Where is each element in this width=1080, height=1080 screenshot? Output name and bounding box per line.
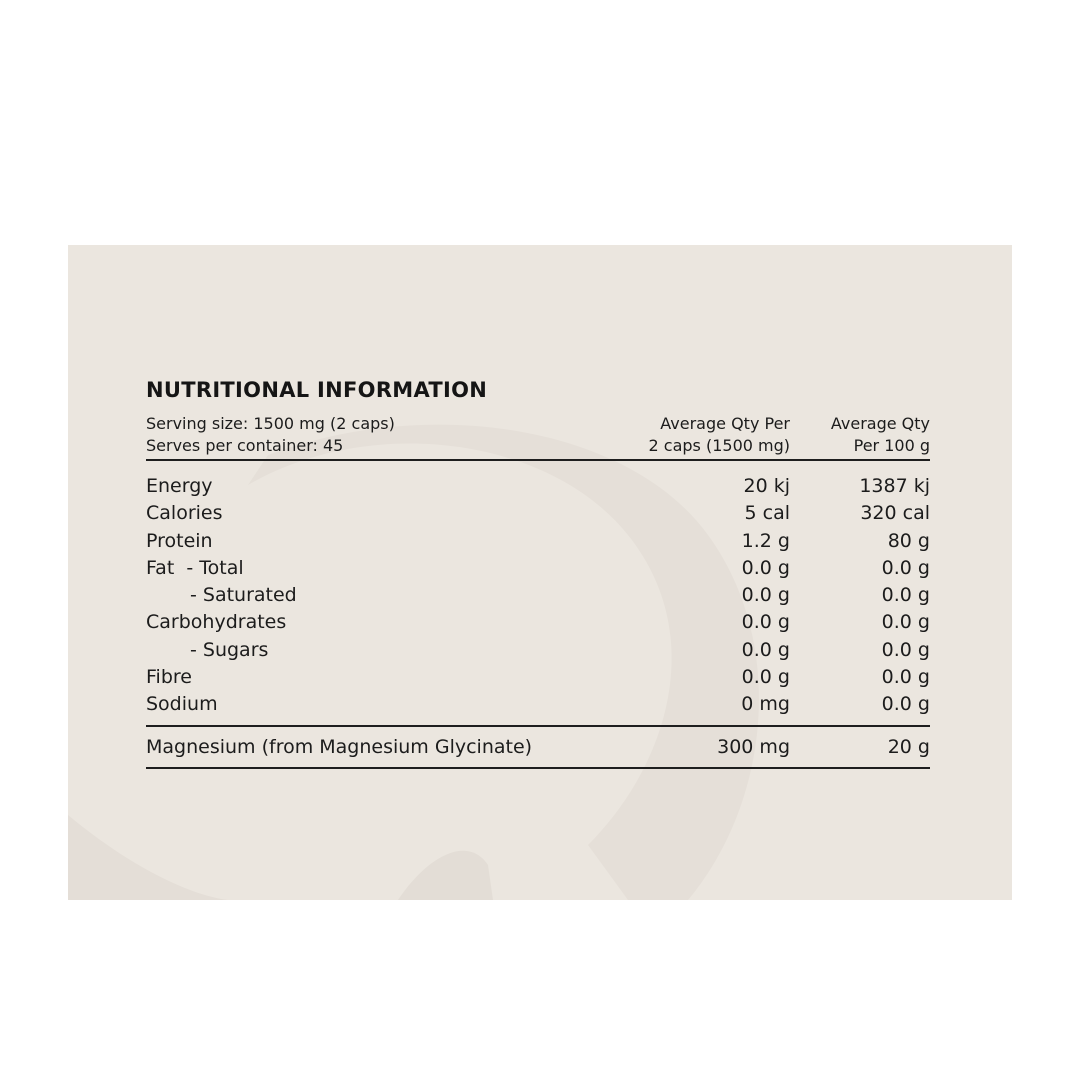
nutrient-name: Fibre [146, 666, 192, 689]
nutrient-name: Sodium [146, 693, 218, 716]
nutrition-panel [68, 245, 1012, 900]
nutrient-name: Carbohydrates [146, 611, 287, 634]
nutrient-per-serve: 0.0 g [741, 556, 790, 579]
nutrient-per-100g: 320 cal [860, 502, 930, 525]
nutrient-per-serve: 0.0 g [741, 611, 790, 634]
nutrient-row [146, 528, 930, 555]
nutrient-per-serve: 20 kj [743, 475, 790, 497]
nutrient-per-100g: 1387 kj [859, 475, 930, 497]
nutrient-name: Calories [146, 502, 223, 525]
nutrient-per-100g: 0.0 g [881, 611, 930, 634]
nutrient-rows [146, 461, 930, 725]
nutrient-row [146, 609, 930, 636]
mineral-name: Magnesium (from Magnesium Glycinate) [146, 735, 533, 758]
nutrient-row [146, 555, 930, 582]
nutrient-row [146, 582, 930, 609]
mineral-divider-bottom [146, 767, 930, 769]
nutrition-label [146, 375, 930, 769]
nutrient-per-serve: 0.0 g [741, 638, 790, 661]
nutrient-row [146, 691, 930, 718]
serving-size: Serving size: 1500 mg (2 caps) [146, 414, 395, 433]
nutrient-name: - Saturated [190, 584, 297, 607]
serves-per-container: Serves per container: 45 [146, 436, 344, 455]
nutrient-per-100g: 0.0 g [881, 584, 930, 607]
nutrient-per-100g: 0.0 g [881, 693, 930, 716]
nutrient-per-serve: 0.0 g [741, 584, 790, 607]
nutrient-per-serve: 1.2 g [741, 529, 790, 552]
nutrient-per-serve: 0 mg [741, 693, 790, 716]
nutrient-name: - Sugars [190, 638, 269, 661]
nutrient-per-100g: 80 g [887, 529, 930, 552]
nutrition-title: NUTRITIONAL INFORMATION [146, 378, 488, 402]
nutrient-per-serve: 0.0 g [741, 666, 790, 689]
nutrient-per-serve: 5 cal [744, 502, 790, 525]
nutrition-header [146, 413, 930, 459]
serving-info [146, 413, 395, 457]
nutrient-name: Energy [146, 475, 213, 497]
per-serve-header-line2: 2 caps (1500 mg) [648, 436, 790, 455]
nutrient-row [146, 473, 930, 500]
nutrient-per-100g: 0.0 g [881, 638, 930, 661]
per-100g-header-line2: Per 100 g [853, 436, 930, 455]
per-serve-header-line1: Average Qty Per [660, 414, 790, 433]
mineral-row [146, 727, 930, 767]
mineral-per-100g: 20 g [887, 735, 930, 758]
nutrient-row [146, 500, 930, 527]
nutrient-per-100g: 0.0 g [881, 666, 930, 689]
nutrient-name: Fat - Total [146, 556, 244, 579]
nutrient-row [146, 637, 930, 664]
nutrient-name: Protein [146, 529, 213, 552]
per-100g-column-header [831, 413, 930, 457]
per-100g-header-line1: Average Qty [830, 414, 930, 433]
nutrient-row [146, 664, 930, 691]
mineral-per-serve: 300 mg [717, 735, 790, 758]
nutrient-per-100g: 0.0 g [881, 556, 930, 579]
per-serve-column-header [649, 413, 790, 457]
